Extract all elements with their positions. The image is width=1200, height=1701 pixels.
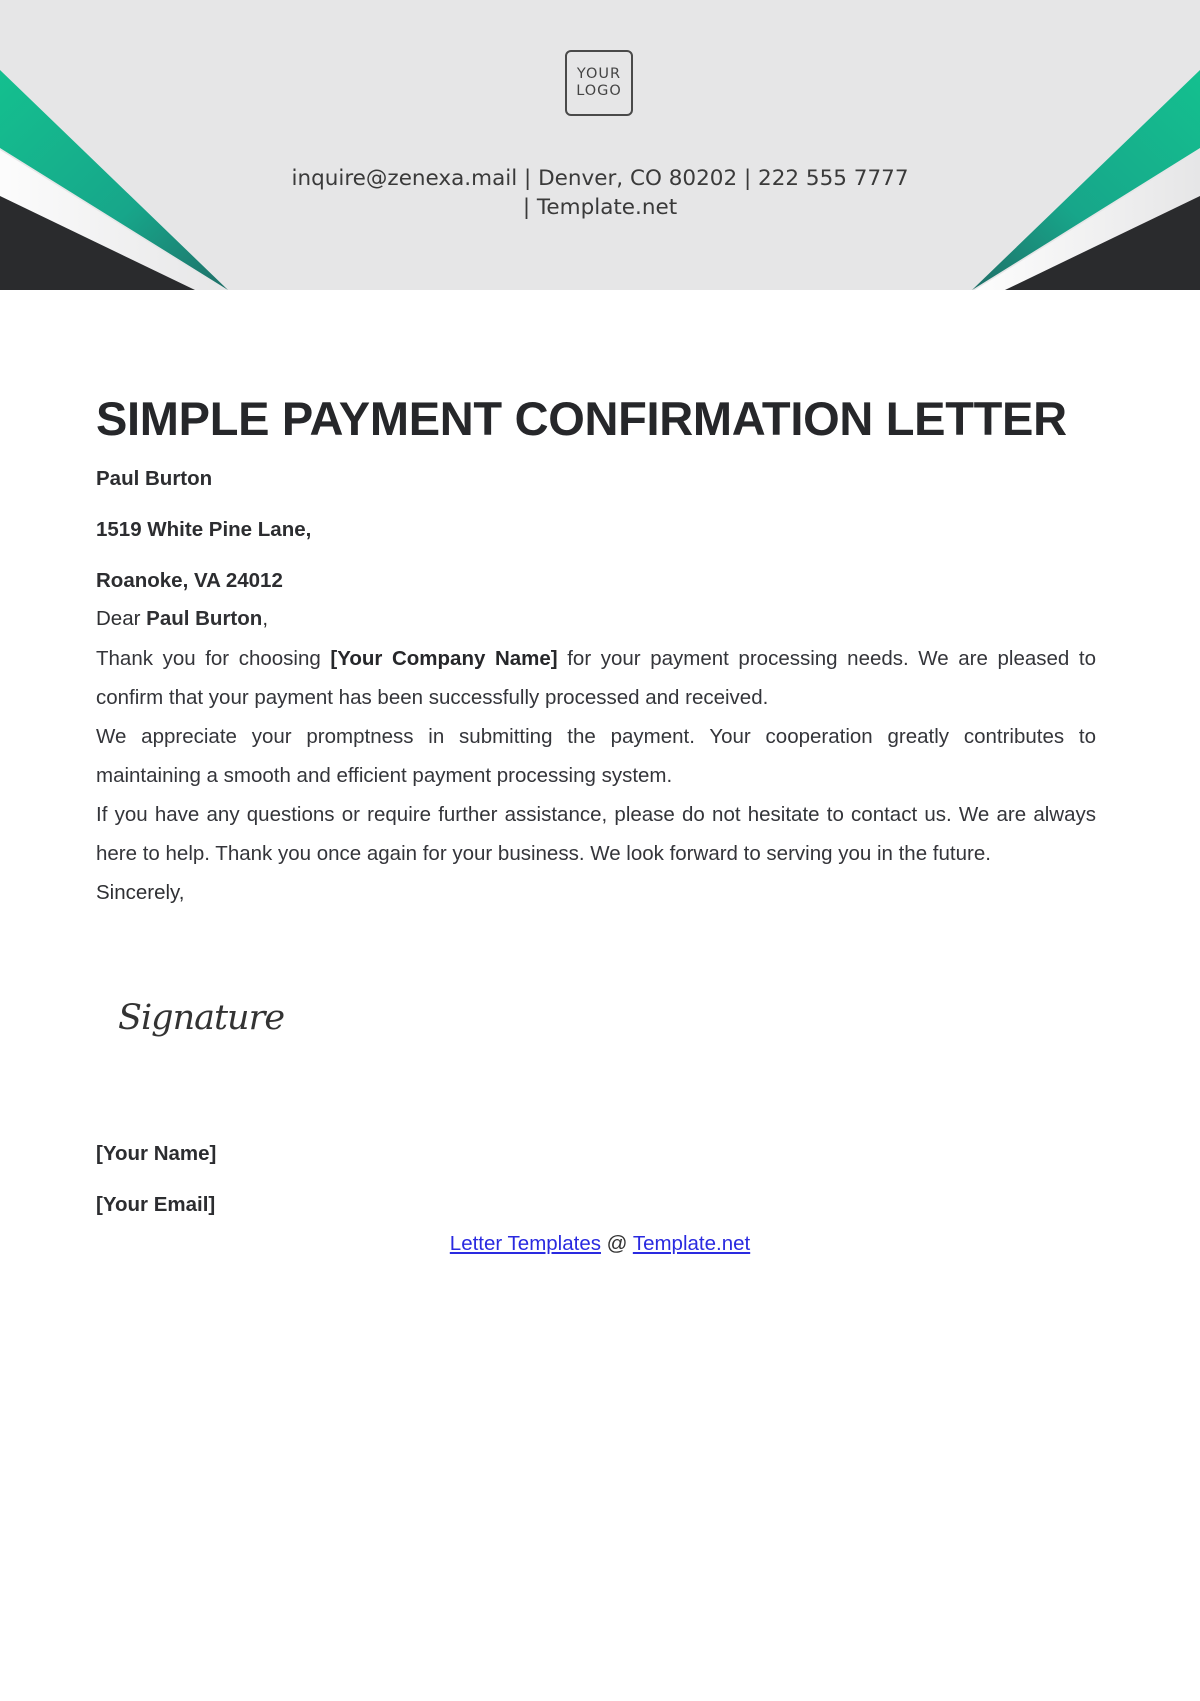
logo-text-line1: YOUR (576, 66, 622, 82)
paragraph-2: We appreciate your promptness in submitting the payment. Your cooperation greatly contributes to maintaining a smooth and efficient payment processing system. (96, 725, 1096, 787)
recipient-address-line2: Roanoke, VA 24012 (96, 569, 283, 592)
letterhead (0, 0, 1200, 290)
footer (0, 1230, 1200, 1258)
letter-title: SIMPLE PAYMENT CONFIRMATION LETTER (96, 392, 1067, 445)
paragraph-1-end: for your payment processing needs. We are pleased to confirm that your payment has been successfully processed and received. (96, 647, 1096, 709)
logo-text-line2: LOGO (576, 83, 622, 99)
letterhead-decoration (0, 0, 1200, 290)
sender-name: [Your Name] (96, 1142, 217, 1165)
letter-templates-link[interactable]: Letter Templates (449, 1232, 601, 1255)
greeting (96, 606, 1096, 632)
paragraph-1-start: Thank you for choosing (96, 647, 331, 670)
signature: Signature (118, 998, 285, 1038)
contact-line-1: inquire@zenexa.mail | Denver, CO 80202 | 222 555 7777 (291, 166, 909, 191)
closing: Sincerely, (96, 881, 185, 904)
paragraph-1 (96, 639, 1096, 717)
paragraph-3: If you have any questions or require further assistance, please do not hesitate to contact us. We are always here to help. Thank you once again for your business. We look forward to serving you in the future. (96, 803, 1096, 865)
contact-line-2: | Template.net (522, 195, 678, 220)
logo-placeholder (565, 50, 633, 116)
greeting-suffix: , (262, 607, 269, 630)
greeting-name: Paul Burton (146, 607, 263, 630)
company-name-placeholder: [Your Company Name] (330, 647, 558, 670)
recipient-name: Paul Burton (96, 467, 213, 490)
letter-body (96, 390, 1096, 912)
contact-info (200, 164, 1000, 222)
template-net-link[interactable]: Template.net (632, 1232, 751, 1255)
footer-separator: @ (600, 1232, 633, 1255)
greeting-prefix: Dear (96, 607, 147, 630)
sender-email: [Your Email] (96, 1193, 216, 1216)
recipient-address-line1: 1519 White Pine Lane, (96, 518, 312, 541)
